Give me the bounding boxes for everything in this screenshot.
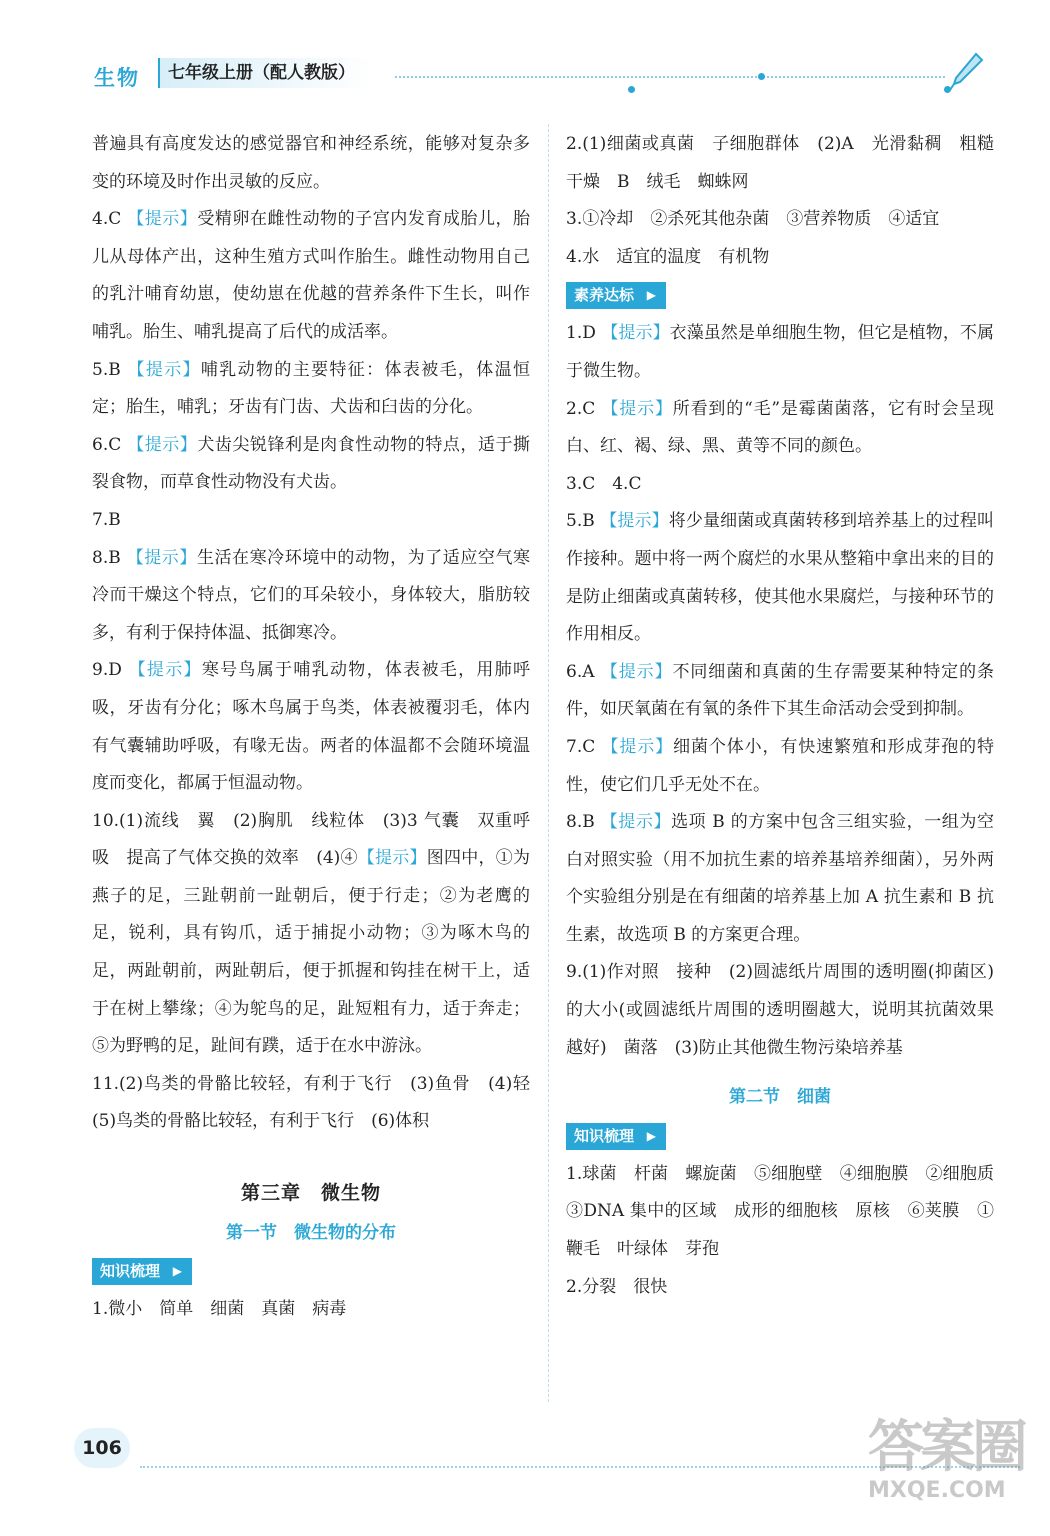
- tip-label: 【提示】: [601, 736, 674, 757]
- tip-label: 【提示】: [357, 848, 427, 869]
- answer-10: [92, 803, 530, 1066]
- answer-s5: [566, 503, 994, 653]
- answer-number: 4.C: [92, 209, 122, 230]
- answer-text: (1)流线 翼 (2)胸肌 线粒体 (3)3 气囊 双重呼吸 提高了气体交换的效率 (4)④: [92, 810, 530, 869]
- knowledge-badge: [566, 1123, 666, 1150]
- left-column: [92, 126, 547, 1329]
- literacy-badge: [566, 282, 666, 309]
- page-header: [0, 0, 1050, 110]
- tip-label: 【提示】: [601, 323, 670, 344]
- answer-text: 不同细菌和真菌的生存需要某种特定的条件，如厌氧菌在有氧的条件下其生命活动会受到抑制。: [566, 661, 995, 720]
- answer-s1: [566, 315, 994, 390]
- answer-8: [92, 540, 530, 653]
- answer-5: [92, 352, 530, 427]
- section-title: 第二节 细菌: [729, 1087, 831, 1108]
- column-divider: [548, 124, 549, 1402]
- play-arrow-icon: ▶: [646, 1128, 657, 1143]
- answer-number: 9.D: [92, 660, 122, 681]
- pen-icon: [946, 50, 986, 94]
- page-number: 106: [74, 1428, 130, 1468]
- answer-11: [92, 1066, 547, 1141]
- answer-number: 7.C: [566, 736, 596, 757]
- header-dotted-line: [395, 76, 945, 78]
- tip-text: 图四中，①为燕子的足，三趾朝前一趾朝后，便于行走；②为老鹰的足，锐利，具有钩爪，适于捕捉小动物；③为啄木鸟的足，两趾朝前，两趾朝后，便于抓握和钩挂在树干上，适于在树上攀缘；④为鸵鸟的足，趾短粗有力，适于奔走；⑤为野鸭的足，趾间有蹼，适于在水中游泳。: [92, 848, 530, 1057]
- answer-text: 生活在寒冷环境中的动物，为了适应空气寒冷而干燥这个特点，它们的耳朵较小，身体较大，脂肪较多，有利于保持体温、抵御寒冷。: [92, 547, 531, 643]
- tip-label: 【提示】: [600, 661, 673, 682]
- tip-label: 【提示】: [601, 398, 673, 419]
- tip-label: 【提示】: [126, 547, 197, 568]
- answer-s7: [566, 729, 994, 804]
- answer-text: 衣藻虽然是单细胞生物，但它是植物，不属于微生物。: [566, 323, 995, 381]
- watermark-logo: [868, 1415, 1028, 1528]
- tip-label: 【提示】: [600, 511, 669, 532]
- watermark-url: MXQE.COM: [868, 1478, 1006, 1503]
- answer-number: 5.B: [92, 359, 121, 380]
- header-dot: [628, 86, 635, 93]
- answer-text: 将少量细菌或真菌转移到培养基上的过程叫作接种。题中将一两个腐烂的水果从整箱中拿出来的目的是防止细菌或真菌转移，使其他水果腐烂，与接种环节的作用相反。: [566, 511, 994, 645]
- answer-9: [92, 652, 530, 802]
- answer-number: 2.C: [566, 398, 596, 419]
- chapter-title: 第三章 微生物: [240, 1182, 381, 1205]
- right-column: [566, 126, 1011, 1306]
- tip-label: 【提示】: [128, 660, 202, 681]
- answer-s8: [566, 804, 994, 954]
- answer-s6: [566, 654, 994, 729]
- answer-number: 11.: [92, 1073, 120, 1094]
- answer-text: 受精卵在雌性动物的子宫内发育成胎儿，胎儿从母体产出，这种生殖方式叫作胎生。雌性动物用自己的乳汁哺育幼崽，使幼崽在优越的营养条件下生长，叫作哺乳。胎生、哺乳提高了后代的成活率。: [92, 209, 531, 342]
- play-arrow-icon: ▶: [172, 1264, 183, 1279]
- answer-number: 5.B: [566, 511, 595, 532]
- answer-text: 哺乳动物的主要特征：体表被毛，体温恒定；胎生，哺乳；牙齿有门齿、犬齿和臼齿的分化。: [92, 359, 531, 418]
- grade-label: 七年级上册（配人教版）: [158, 58, 373, 88]
- answer-7: [92, 502, 530, 540]
- bacteria-2: 2.分裂 很快: [566, 1276, 668, 1297]
- knowledge-2: 2.(1)细菌或真菌 子细胞群体 (2)A 光滑黏稠 粗糙干燥 B 绒毛 蜘蛛网: [566, 134, 994, 192]
- header-dot: [758, 73, 765, 80]
- answer-text: 细菌个体小，有快速繁殖和形成芽孢的特性，使它们几乎无处不在。: [566, 736, 995, 795]
- answer-6: [92, 427, 530, 502]
- answer-number: 10.: [92, 810, 120, 831]
- answer-number: 6.C: [92, 434, 122, 455]
- answer-text: (2)鸟类的骨骼比较轻，有利于飞行 (3)鱼骨 (4)轻 (5)鸟类的骨骼比较轻，有利于飞行 (6)体积: [92, 1073, 547, 1132]
- subject-label: 生物: [94, 66, 140, 90]
- answer-s9: 9.(1)作对照 接种 (2)圆滤纸片周围的透明圈(抑菌区)的大小(或圆滤纸片周围的透明圈越大，说明其抗菌效果越好) 菌落 (3)防止其他微生物污染培养基: [566, 962, 994, 1058]
- badge-label: 知识梳理: [100, 1262, 161, 1281]
- badge-label: 知识梳理: [574, 1126, 635, 1145]
- watermark-text: 答案圈: [868, 1415, 1024, 1480]
- play-arrow-icon: ▶: [646, 288, 657, 303]
- tip-label: 【提示】: [127, 209, 198, 230]
- answer-number: 8.B: [92, 547, 121, 568]
- answer-s3: 3.C 4.C: [566, 473, 642, 494]
- answer-s2: [566, 391, 994, 466]
- bacteria-1: 1.球菌 杆菌 螺旋菌 ⑤细胞壁 ④细胞膜 ②细胞质 ③DNA 集中的区域 成形的细胞核 原核 ⑥荚膜 ①鞭毛 叶绿体 芽孢: [566, 1163, 1011, 1260]
- tip-label: 【提示】: [600, 812, 672, 833]
- intro-text: 普遍具有高度发达的感觉器官和神经系统，能够对复杂多变的环境及时作出灵敏的反应。: [92, 134, 530, 192]
- section-title: 第一节 微生物的分布: [226, 1222, 396, 1243]
- knowledge-badge: [92, 1258, 192, 1285]
- answer-number: 8.B: [566, 812, 595, 833]
- answer-text: 所看到的“毛”是霉菌菌落，它有时会呈现白、红、褐、绿、黑、黄等不同的颜色。: [566, 398, 995, 457]
- answer-text: 寒号鸟属于哺乳动物，体表被毛，用肺呼吸，牙齿有分化；啄木鸟属于鸟类，体表被覆羽毛，体内有气囊辅助呼吸，有喙无齿。两者的体温都不会随环境温度而变化，都属于恒温动物。: [92, 660, 531, 794]
- answer-text: 犬齿尖锐锋利是肉食性动物的特点，适于撕裂食物，而草食性动物没有犬齿。: [92, 434, 531, 493]
- answer-4: [92, 201, 530, 351]
- tip-label: 【提示】: [127, 359, 201, 380]
- knowledge-3: 3.①冷却 ②杀死其他杂菌 ③营养物质 ④适宜: [566, 209, 940, 230]
- knowledge-4: 4.水 适宜的温度 有机物: [566, 246, 770, 267]
- badge-label: 素养达标: [574, 286, 635, 305]
- answer-number: 7.B: [92, 509, 121, 530]
- answer-text: 选项 B 的方案中包含三组实验，一组为空白对照实验（用不加抗生素的培养基培养细菌），另外两个实验组分别是在有细菌的培养基上加 A 抗生素和 B 抗生素，故选项 B 的方案更合理。: [566, 812, 994, 945]
- answer-number: 6.A: [566, 661, 595, 682]
- knowledge-1: 1.微小 简单 细菌 真菌 病毒: [92, 1299, 347, 1320]
- tip-label: 【提示】: [127, 434, 198, 455]
- answer-number: 1.D: [566, 323, 596, 344]
